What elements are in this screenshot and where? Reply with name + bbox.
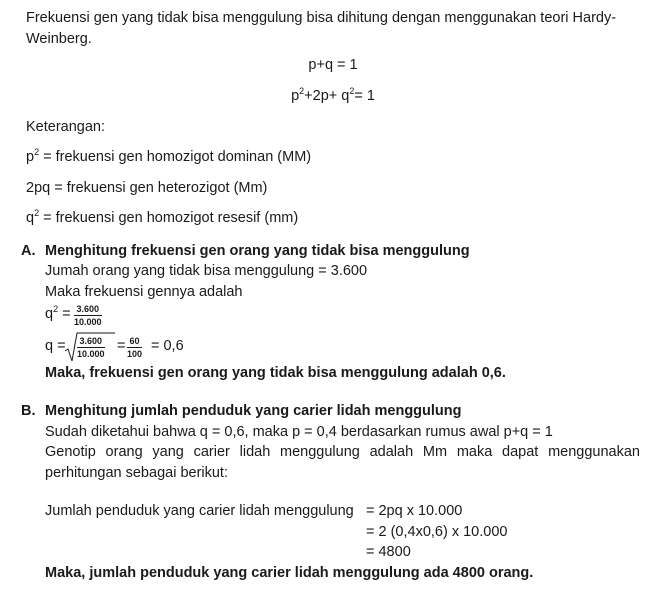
section-b-conclusion: Maka, jumlah penduduk yang carier lidah menggulung ada 4800 orang.: [45, 565, 534, 581]
section-a-line1: Jumah orang yang tidak bisa menggulung = 3.600: [45, 263, 368, 279]
section-b-line1: Sudah diketahui bahwa q = 0,6, maka p = 0,4 berdasarkan rumus awal p+q = 1: [45, 424, 553, 440]
section-a-heading: Menghitung frekuensi gen orang yang tidak bisa menggulung: [45, 243, 470, 259]
calculation-step-3: = 4800: [366, 544, 411, 560]
calculation-label: Jumlah penduduk yang carier lidah menggulung: [45, 503, 354, 519]
q-result: = 0,6: [151, 338, 184, 354]
equation-p-plus-q: p+q = 1: [308, 57, 358, 73]
definition-q-squared: $q^2$ = frekuensi gen homozigot resesif (mm): [26, 208, 299, 226]
definition-p-squared: $p^2$ = frekuensi gen homozigot dominan (MM): [26, 147, 312, 165]
section-a-marker: A.: [21, 243, 36, 259]
definition-2pq: 2pq = frekuensi gen heterozigot (Mm): [26, 180, 268, 196]
section-a-line2: Maka frekuensi gennya adalah: [45, 284, 243, 300]
fraction-q-squared: $\frac{3.600}{10.000}$: [74, 304, 102, 327]
calculation-step-2: = 2 (0,4x0,6) x 10.000: [366, 524, 508, 540]
section-a-conclusion: Maka, frekuensi gen orang yang tidak bisa menggulung adalah 0,6.: [45, 365, 506, 381]
q-squared-equation: $q^2$ =: [45, 304, 71, 322]
keterangan-label: Keterangan:: [26, 119, 106, 135]
intro-text: Frekuensi gen yang tidak bisa menggulung bisa dihitung dengan menggunakan teori Hardy-Weinberg.: [26, 10, 617, 47]
section-b-line2: Genotip orang yang carier lidah menggulung adalah Mm maka dapat menggunakan perhitungan sebagai berikut:: [45, 444, 640, 481]
equals-sign: =: [117, 338, 126, 354]
equation-hardy-weinberg: $p^2+2p+ q^2= 1$: [291, 86, 375, 104]
section-b-marker: B.: [21, 403, 36, 419]
calculation-step-1: = 2pq x 10.000: [366, 503, 463, 519]
fraction-under-root: $\frac{3.600}{10.000}$: [77, 336, 105, 359]
fraction-60-100: $\frac{60}{100}$: [127, 336, 143, 359]
q-label: q =: [45, 338, 66, 354]
section-b-heading: Menghitung jumlah penduduk yang carier lidah menggulung: [45, 403, 462, 419]
